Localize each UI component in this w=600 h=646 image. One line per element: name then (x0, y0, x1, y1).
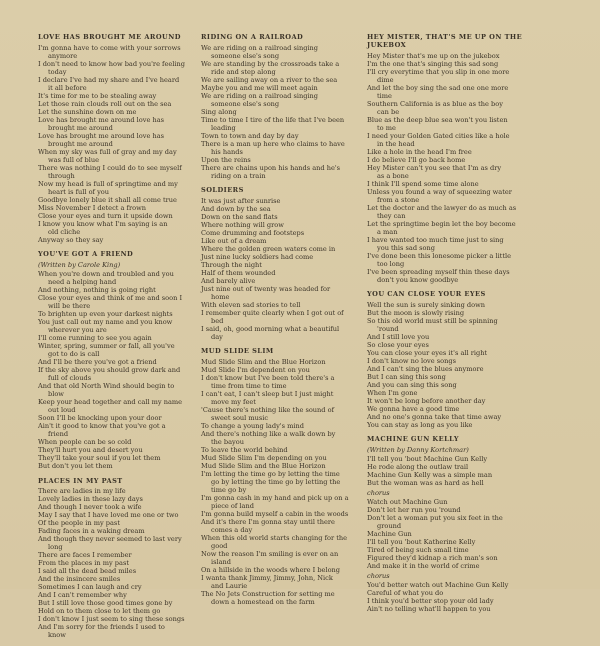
lyric-line: From the places in my past (38, 559, 129, 567)
lyric-line: to me (377, 123, 396, 132)
lyric-line: wherever you are (48, 326, 107, 334)
song-title: PLACES IN MY PAST (38, 476, 123, 485)
song-block (367, 33, 537, 284)
lyric-line: Goodbye lonely blue it shall all come true (38, 195, 177, 204)
lyric-line: I'm gonna have to come with your sorrows (38, 43, 181, 52)
song-title: YOU'VE GOT A FRIEND (38, 250, 134, 258)
lyric-line: Let those rain clouds roll out on the sea (38, 99, 172, 108)
lyric-line: old cliche (48, 227, 81, 236)
lyric-line: need a helping hand (48, 278, 117, 286)
lyric-line: I said, oh, good morning what a beautiful (201, 324, 340, 333)
lyric-line: the bayou (211, 437, 244, 446)
lyric-line: brought me around (48, 139, 113, 148)
lyric-line: I don't know but I've been told there's a (201, 373, 335, 382)
lyric-line: Winter, spring, summer or fall, all you've (38, 342, 175, 350)
lyric-line: We are sailing away on a river to the sea (201, 75, 338, 84)
lyric-line: time go by (211, 485, 247, 494)
lyric-line: And down by the sea (201, 204, 271, 213)
lyric-line: To change a young lady's mind (201, 421, 304, 430)
lyric-line: Now the reason I'm smiling is ever on an (201, 549, 339, 558)
lyric-line: will be there (48, 302, 91, 310)
lyric-line: I'll cry everytime that you slip in one more (367, 67, 510, 76)
song-block (38, 250, 190, 470)
lyric-line: There are chains upon his hands and he's (201, 163, 341, 172)
lyric-line: It's time for me to be stealing away (38, 91, 157, 100)
lyric-line: his hands (211, 147, 243, 156)
lyric-line: Through the night (201, 260, 262, 269)
lyric-line: Ain't it good to know that you've got a (38, 422, 166, 430)
lyric-line: But the moon is slowly rising (367, 308, 465, 317)
lyric-line: But I still love those good times gone by (38, 599, 173, 607)
lyric-line: Let the sunshine down on me (38, 107, 137, 116)
lyrics-column-3 (367, 33, 537, 620)
song-title: MUD SLIDE SLIM (201, 347, 274, 355)
lyric-line: Sometimes I can laugh and cry (38, 583, 142, 591)
lyric-line: They'll take your soul if you let them (38, 454, 161, 462)
lyric-line: out loud (48, 406, 76, 414)
lyric-line: I'll tell you 'bout Machine Gun Kelly (367, 455, 488, 463)
lyric-line: time (377, 91, 392, 100)
lyric-line: If the sky above you should grow dark and (38, 366, 181, 374)
lyric-line: it all before (48, 83, 87, 92)
lyric-line: You can stay as long as you like (367, 420, 473, 429)
lyric-line: And I can't sing the blues anymore (367, 364, 484, 373)
lyric-line: Close your eyes and think of me and soon I (38, 294, 183, 302)
lyric-line: 'Cause there's nothing like the sound of (201, 405, 335, 414)
lyric-line: And barely alive (201, 276, 256, 285)
lyric-line: Love has brought me around love has (38, 131, 165, 140)
lyric-line: And it's there I'm gonna stay until there (201, 517, 335, 526)
song-title: RIDING ON A RAILROAD (201, 33, 304, 41)
song-block (38, 33, 190, 244)
lyric-line: Blue as the deep blue sea won't you listen (367, 115, 508, 124)
lyric-line: With eleven sad stories to tell (201, 300, 301, 309)
lyric-line: Tired of being such small time (367, 546, 469, 554)
song-credit: (Written by Danny Kortchmar) (367, 445, 469, 454)
lyric-line: you this sad song (377, 243, 435, 252)
lyric-line: Mud Slide Slim I'm depending on you (201, 453, 327, 462)
lyric-line: Where nothing will grow (201, 220, 284, 229)
lyric-line: We gonna have a good time (367, 404, 460, 413)
lyric-line: home (211, 292, 230, 301)
lyric-line: I'm letting the time go by letting the time (201, 469, 340, 478)
lyric-line: heart is full of you (48, 187, 110, 196)
lyric-line: they can (377, 211, 406, 220)
lyric-line: Let the springtime begin let the boy become (367, 219, 516, 228)
lyric-line: And I'm sorry for the friends I used to (38, 623, 165, 631)
lyric-line: Southern California is as blue as the boy (367, 99, 503, 108)
lyrics-column-2 (201, 33, 357, 612)
lyric-line: anymore (48, 51, 78, 60)
lyric-line: bed (211, 316, 224, 325)
lyric-line: Upon the reins (201, 155, 251, 164)
lyric-line: Love has brought me around love has (38, 115, 165, 124)
lyric-line: sweet soul music (211, 413, 269, 422)
lyric-line: To brighten up even your darkest nights (38, 310, 173, 318)
lyric-line: go by letting the time go by letting the (211, 477, 341, 486)
lyric-line: I think I'll spend some time alone (367, 179, 479, 188)
lyric-line: I'll tell you 'bout Katherine Kelly (367, 538, 476, 546)
lyric-line: Ain't no telling what'll happen to you (367, 605, 491, 613)
lyric-line: Careful of what you do (367, 589, 444, 597)
lyric-line: I think you'd better stop your old lady (367, 597, 494, 605)
lyric-line: dime (377, 75, 394, 84)
lyric-line: Watch out Machine Gun (367, 498, 448, 506)
lyric-line: I'm the one that's singing this sad song (367, 59, 499, 68)
lyric-line: Hey Mister can't you see that I'm as dry (367, 163, 502, 172)
lyric-line: You can close your eyes it's all right (367, 348, 488, 357)
lyric-line: Hey Mister that's me up on the jukebox (367, 51, 500, 60)
lyric-line: When this old world starts changing for the (201, 533, 348, 542)
lyric-line: He rode along the outlaw trail (367, 463, 469, 471)
lyric-line: May I say that I have loved me one or two (38, 511, 179, 519)
lyric-line: move my feet (211, 397, 256, 406)
lyric-line: Close your eyes and turn it upside down (38, 211, 173, 220)
lyric-line: Mud Slide Slim and the Blue Horizon (201, 461, 326, 470)
lyric-line: And there's nothing like a walk down by (201, 429, 336, 438)
lyric-line: Down on the sand flats (201, 212, 278, 221)
lyric-line: I know you know what I'm saying is an (38, 219, 168, 228)
lyric-line: And you can sing this song (367, 380, 457, 389)
lyric-line: Keep your head together and call my name (38, 398, 183, 406)
lyric-line: friend (48, 430, 69, 438)
lyric-line: There is a man up here who claims to have (201, 139, 345, 148)
lyric-line: And let the boy sing the sad one one more (367, 83, 509, 92)
lyric-line: When people can be so cold (38, 438, 132, 446)
lyric-line: I don't know I just seem to sing these songs (38, 615, 185, 623)
song-block (201, 186, 357, 341)
lyric-line: ground (377, 522, 402, 530)
lyric-line: Where the golden green waters come in (201, 244, 336, 253)
song-title: LOVE HAS BROUGHT ME AROUND (38, 33, 181, 41)
lyric-line: 'round (377, 324, 399, 333)
lyric-line: I declare I've had my share and I've heard (38, 75, 180, 84)
lyric-line: I said all the dead bead miles (38, 567, 137, 575)
lyric-line: Unless you found a way of squeezing water (367, 187, 512, 196)
lyric-line: through (48, 171, 75, 180)
lyric-line: Hold on to them close to let them go (38, 607, 161, 615)
lyric-line: someone else's song (211, 99, 280, 108)
lyric-line: Come drumming and footsteps (201, 228, 305, 237)
lyric-line: I'm gonna build myself a cabin in the woods (201, 509, 349, 518)
lyric-line: leading (211, 123, 236, 132)
lyric-line: as a bone (377, 171, 409, 180)
song-credit: (Written by Carole King) (38, 260, 121, 269)
chorus-marker: chorus (367, 488, 390, 497)
lyric-line: day (211, 332, 223, 341)
lyric-line: There are faces I remember (38, 551, 132, 559)
lyric-line: Like out of a dream (201, 236, 267, 245)
lyric-line: You just call out my name and you know (38, 318, 173, 326)
lyric-line: Sing along (201, 107, 237, 116)
lyric-line: So this old world must still be spinning (367, 316, 498, 325)
song-block (201, 33, 357, 180)
lyric-line: Machine Gun (367, 530, 412, 538)
lyric-line: It won't be long before another day (367, 396, 486, 405)
lyric-line: Just nine out of twenty was headed for (201, 284, 331, 293)
lyric-line: and Laurie (211, 581, 248, 590)
lyric-line: I do believe I'll go back home (367, 155, 466, 164)
lyric-line: full of clouds (48, 374, 92, 382)
lyric-line: I wanta thank Jimmy, Jimmy, John, Nick (201, 573, 333, 582)
lyric-line: in the head (377, 139, 415, 148)
lyric-line: know (48, 631, 66, 639)
lyric-line: good (211, 541, 228, 550)
lyric-line: When my sky was full of gray and my day (38, 147, 177, 156)
lyric-line: Of the people in my past (38, 519, 120, 527)
lyric-line: piece of land (211, 501, 254, 510)
lyric-line: long (48, 543, 63, 551)
lyric-line: It was just after sunrise (201, 196, 281, 205)
song-block (201, 347, 357, 606)
lyric-line: And I can't remember why (38, 591, 127, 599)
song-block (367, 290, 537, 429)
lyric-line: And I'll be there you've got a friend (38, 358, 157, 366)
lyric-line: On a hillside in the woods where I belong (201, 565, 341, 574)
lyric-line: Just nine lucky soldiers had come (201, 252, 314, 261)
lyric-line: And that old North Wind should begin to (38, 382, 175, 390)
lyric-line: But don't you let them (38, 462, 113, 470)
lyric-line: Time to time I tire of the life that I've been (201, 115, 345, 124)
lyric-line: Lovely ladies in these lazy days (38, 495, 143, 503)
lyric-line: They'll hurt you and desert you (38, 446, 143, 454)
lyric-line: And though I never took a wife (38, 503, 142, 511)
lyric-line: Mud Slide Slim and the Blue Horizon (201, 357, 326, 366)
lyric-line: And though they never seemed to last very (38, 535, 182, 543)
lyric-line: I've been spreading myself thin these days (367, 267, 510, 276)
lyric-line: island (211, 557, 232, 566)
lyric-line: To leave the world behind (201, 445, 288, 454)
lyric-line: I'm gonna cash in my hand and pick up on a (201, 493, 349, 502)
song-title: SOLDIERS (201, 186, 244, 194)
lyric-line: Soon I'll be knocking upon your door (38, 414, 162, 422)
lyric-line: time from time to time (211, 381, 287, 390)
song-title: HEY MISTER, THAT'S ME UP ON THE JUKEBOX (367, 33, 523, 49)
lyric-line: But the woman was as hard as hell (367, 479, 484, 487)
lyric-line: You'd better watch out Machine Gun Kelly (367, 581, 509, 589)
lyric-line: I remember quite clearly when I got out of (201, 308, 344, 317)
lyric-line: Well the sun is surely sinking down (367, 300, 486, 309)
lyric-line: Don't let her run you 'round (367, 506, 461, 514)
lyric-line: And nothing, nothing is going right (38, 286, 156, 294)
lyric-line: I don't know no love songs (367, 356, 456, 365)
lyric-line: Miss November I detect a frown (38, 203, 147, 212)
song-block (367, 435, 537, 613)
lyric-line: ride and step along (211, 67, 276, 76)
lyric-line: blow (48, 390, 64, 398)
lyric-line: We are riding on a railroad singing (201, 43, 319, 52)
lyric-line: We are riding on a railroad singing (201, 91, 319, 100)
lyric-line: Don't let a woman put you six feet in the (367, 514, 503, 522)
lyric-line: can be (377, 107, 400, 116)
lyric-line: was full of blue (48, 155, 100, 164)
lyric-line: I've done been this lonesome picker a little (367, 251, 511, 260)
lyric-line: a man (377, 227, 398, 236)
lyric-line: I can't eat, I can't sleep but I just might (201, 389, 334, 398)
song-title: MACHINE GUN KELLY (367, 435, 459, 443)
lyric-line: I need your Golden Gated cities like a hole (367, 131, 510, 140)
lyric-line: someone else's song (211, 51, 280, 60)
lyric-line: When I'm gone (367, 388, 418, 397)
lyric-line: riding on a train (211, 171, 266, 180)
lyric-line: So close your eyes (367, 340, 429, 349)
lyric-line: And no one's gonna take that time away (367, 412, 502, 421)
lyric-line: I'll come running to see you again (38, 334, 152, 342)
lyric-line: Figured they'd kidnap a rich man's son (367, 554, 498, 562)
lyric-line: Anyway so they say (38, 235, 104, 244)
lyric-line: When you're down and troubled and you (38, 270, 174, 278)
lyric-line: Like a hole in the head I'm free (367, 147, 472, 156)
lyric-line: Maybe you and me will meet again (201, 83, 318, 92)
lyric-line: today (48, 67, 67, 76)
lyric-line: I have wanted too much time just to sing (367, 235, 504, 244)
lyric-line: I don't need to know how bad you're feeling (38, 59, 185, 68)
lyric-line: The No Jets Construction for setting me (201, 589, 335, 598)
chorus-marker: chorus (367, 571, 390, 580)
lyric-line: Town to town and day by day (201, 131, 299, 140)
lyric-line: Mud Slide I'm dependent on you (201, 365, 310, 374)
lyric-line: got to do is call (48, 350, 100, 358)
lyric-line: And the insincere smiles (38, 575, 121, 583)
lyric-line: down a homestead on the farm (211, 597, 315, 606)
lyric-line: And I still love you (367, 332, 430, 341)
lyric-line: Now my head is full of springtime and my (38, 179, 178, 188)
lyrics-column-1 (38, 33, 190, 646)
lyric-line: too long (377, 259, 405, 268)
lyric-line: And make it in the world of crime (367, 562, 480, 570)
lyric-line: Half of them wounded (201, 268, 276, 277)
lyric-line: comes a day (211, 525, 253, 534)
lyric-line: But I can sing this song (367, 372, 446, 381)
lyric-line: Let the doctor and the lawyer do as much as (367, 203, 517, 212)
lyric-line: We are standing by the crossroads take a (201, 59, 340, 68)
lyric-line: brought me around (48, 123, 113, 132)
lyric-line: There are ladies in my life (38, 487, 126, 495)
lyric-line: don't you know goodbye (377, 275, 459, 284)
lyric-line: Fading faces in a waking dream (38, 527, 145, 535)
lyric-line: There was nothing I could do to see myself (38, 163, 182, 172)
lyric-line: Machine Gun Kelly was a simple man (367, 471, 493, 479)
song-title: YOU CAN CLOSE YOUR EYES (367, 290, 486, 298)
song-block (38, 477, 190, 640)
lyric-line: from a stone (377, 195, 420, 204)
